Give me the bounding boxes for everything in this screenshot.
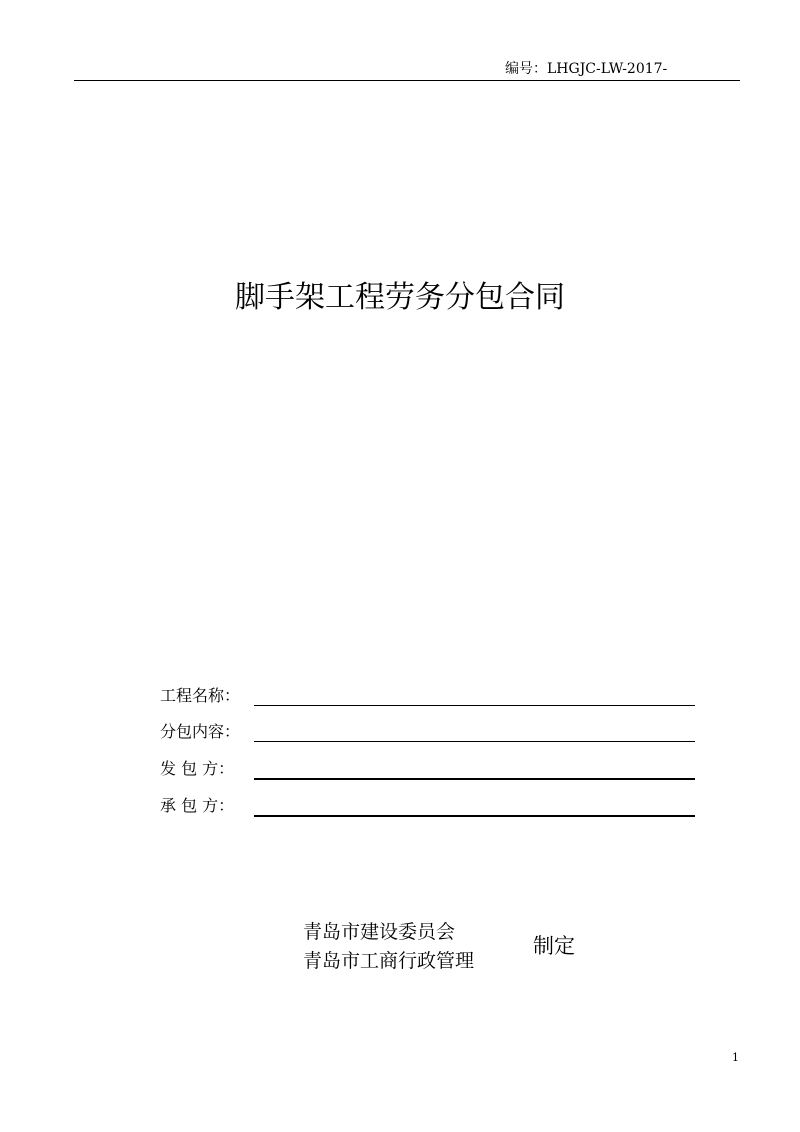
field-label: 分包内容：	[160, 722, 241, 741]
field-project-name	[160, 686, 700, 712]
issuer-block	[303, 918, 474, 976]
issuer-suffix: 制定	[533, 934, 575, 958]
page-title: 脚手架工程劳务分包合同	[235, 280, 565, 315]
page-number: 1	[732, 1051, 739, 1064]
fill-in-line	[254, 741, 695, 742]
field-label: 发 包 方：	[160, 759, 235, 778]
fill-in-line	[254, 815, 695, 817]
header-divider	[74, 80, 740, 81]
field-label: 工程名称：	[160, 686, 241, 705]
field-employer	[160, 759, 700, 785]
field-subcontract-content	[160, 722, 700, 748]
fill-in-line	[254, 705, 695, 706]
field-contractor	[160, 796, 700, 822]
issuer-line: 青岛市工商行政管理	[303, 950, 475, 972]
issuer-line: 青岛市建设委员会	[303, 921, 456, 943]
contract-number: 编号：LHGJC-LW-2017-	[505, 61, 668, 77]
fill-in-line	[254, 778, 695, 780]
field-label: 承 包 方：	[160, 796, 235, 815]
